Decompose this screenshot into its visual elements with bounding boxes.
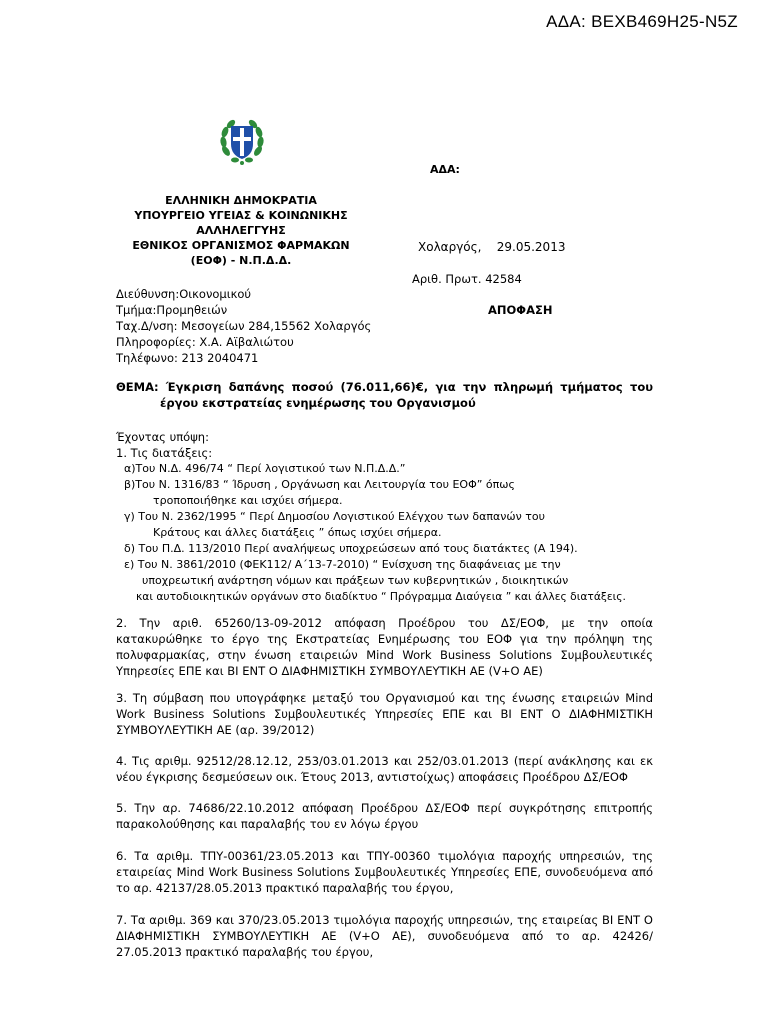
paragraph-7 — [116, 912, 653, 960]
provision-item: ε) Του Ν. 3861/2010 (ΦΕΚ112/ Α΄13-7-2010) “ Ενίσχυση της διαφάνειας με την — [124, 558, 561, 571]
greek-coat-of-arms-icon — [219, 117, 265, 167]
considering-block — [116, 429, 212, 461]
paragraph-line: νέου έγκρισης δεσμεύσεων οικ. Έτους 2013, αντιστοίχως) αποφάσεις Προέδρου ΔΣ/ΕΟΦ — [116, 770, 628, 784]
paragraph-line: εταιρείας Mind Work Business Solutions Συμβουλευτικές Υπηρεσίες ΕΠΕ, συνοδευόμενα από — [116, 865, 653, 879]
paragraph-line: 2. Την αριθ. 65260/13-09-2012 απόφαση Προέδρου του ΔΣ/ΕΟΦ, με την οποία — [116, 616, 653, 630]
department-line: Τηλέφωνο: 213 2040471 — [116, 351, 259, 365]
paragraph-line: ΣΥΜΒΟΥΛΕΥΤΙΚΗ ΑΕ (αρ. 39/2012) — [116, 723, 315, 737]
department-line: Διεύθυνση:Οικονομικού — [116, 287, 252, 301]
paragraph-6 — [116, 848, 653, 896]
paragraph-line: 4. Τις αριθμ. 92512/28.12.12, 253/03.01.2013 και 252/03.01.2013 (περί ανάκλησης και εκ — [116, 754, 653, 768]
considering-line: Έχοντας υπόψη: — [116, 430, 209, 444]
provision-item: γ) Του Ν. 2362/1995 “ Περί Δημοσίου Λογιστικού Ελέγχου των δαπανών του — [124, 510, 545, 523]
paragraph-line: πολυφαρμακίας, στην ένωση εταιρειών Mind Work Business Solutions Συμβουλευτικές — [116, 648, 653, 662]
subject-line: έργου εκστρατείας ενημέρωσης του Οργανισμού — [160, 396, 476, 410]
paragraph-line: 5. Την αρ. 74686/22.10.2012 απόφαση Προέδρου ΔΣ/ΕΟΦ περί συγκρότησης επιτροπής — [116, 801, 653, 815]
paragraph-line: το αρ. 42137/28.05.2013 πρακτικό παραλαβής του έργου, — [116, 881, 454, 895]
issuer-line: ΕΛΛΗΝΙΚΗ ΔΗΜΟΚΡΑΤΙΑ — [165, 194, 317, 207]
paragraph-line: ΔΙΑΦΗΜΙΣΤΙΚΗ ΣΥΜΒΟΥΛΕΥΤΙΚΗ ΑΕ (V+O AE), συνοδευόμενα από το αρ. 42426/ — [116, 929, 653, 943]
provision-item: α)Του Ν.Δ. 496/74 “ Περί λογιστικού των Ν.Π.Δ.Δ.” — [124, 462, 406, 475]
provision-item: δ) Του Π.Δ. 113/2010 Περί αναλήψεως υποχρεώσεων από τους διατάκτες (Α 194). — [124, 542, 578, 555]
issuer-block — [116, 193, 366, 268]
paragraph-line: 3. Τη σύμβαση που υπογράφηκε μεταξύ του Οργανισμού και της ένωσης εταιρειών Mind — [116, 691, 653, 705]
considering-line: 1. Τις διατάξεις: — [116, 446, 213, 460]
provision-item: και αυτοδιοικητικών οργάνων στο διαδίκτυο “ Πρόγραμμα Διαύγεια ” και άλλες διατάξεις. — [136, 590, 626, 603]
provision-item: β)Του Ν. 1316/83 “ Ίδρυση , Οργάνωση και Λειτουργία του ΕΟΦ” όπως — [124, 478, 515, 491]
paragraph-4 — [116, 753, 653, 785]
decision-title: ΑΠΟΦΑΣΗ — [488, 303, 553, 317]
place-date: Χολαργός, 29.05.2013 — [418, 240, 566, 254]
issuer-line: ΥΠΟΥΡΓΕΙΟ ΥΓΕΙΑΣ & ΚΟΙΝΩΝΙΚΗΣ — [134, 209, 348, 222]
subject-block — [116, 379, 653, 411]
paragraph-line: παρακολούθησης και παραλαβής του εν λόγω έργου — [116, 817, 419, 831]
paragraph-line: 7. Τα αριθμ. 369 και 370/23.05.2013 τιμολόγια παροχής υπηρεσιών, της εταιρείας ΒΙ ΕΝΤ Ο — [116, 913, 653, 927]
paragraph-5 — [116, 800, 653, 832]
issuer-line: ΑΛΛΗΛΕΓΓΥΗΣ — [196, 224, 286, 237]
paragraph-line: 6. Τα αριθμ. ΤΠΥ-00361/23.05.2013 και ΤΠΥ-00360 τιμολόγια παροχής υπηρεσιών, της — [116, 849, 653, 863]
paragraph-3 — [116, 690, 653, 738]
paragraph-line: Υπηρεσίες ΕΠΕ και ΒΙ ΕΝΤ Ο ΔΙΑΦΗΜΙΣΤΙΚΗ ΣΥΜΒΟΥΛΕΥΤΙΚΗ ΑΕ (V+O AE) — [116, 664, 543, 678]
department-line: Τμήμα:Προμηθειών — [116, 303, 228, 317]
issuer-line: (ΕΟΦ) - Ν.Π.Δ.Δ. — [190, 254, 292, 267]
ada-label: ΑΔΑ: — [430, 163, 460, 176]
provision-item: τροποποιήθηκε και ισχύει σήμερα. — [153, 494, 343, 507]
paragraph-line: κατακυρώθηκε το έργο της Εκστρατείας Ενημέρωσης του ΕΟΦ για την πρόληψη της — [116, 632, 653, 646]
department-line: Ταχ.Δ/νση: Μεσογείων 284,15562 Χολαργός — [116, 319, 372, 333]
subject-line: ΘΕΜΑ: Έγκριση δαπάνης ποσού (76.011,66)€, για την πληρωμή τμήματος του — [116, 380, 653, 394]
provision-item: υποχρεωτική ανάρτηση νόμων και πράξεων των κυβερνητικών , διοικητικών — [142, 574, 569, 587]
department-block — [116, 286, 371, 366]
issuer-line: ΕΘΝΙΚΟΣ ΟΡΓΑΝΙΣΜΟΣ ΦΑΡΜΑΚΩΝ — [132, 239, 350, 252]
department-line: Πληροφορίες: Χ.Α. Αϊβαλιώτου — [116, 335, 294, 349]
protocol-number: Αριθ. Πρωτ. 42584 — [412, 272, 522, 286]
paragraph-2 — [116, 615, 653, 679]
paragraph-line: 27.05.2013 πρακτικό παραλαβής του έργου, — [116, 945, 374, 959]
provision-item: Κράτους και άλλες διατάξεις ” όπως ισχύει σήμερα. — [153, 526, 442, 539]
ada-code-header: ΑΔΑ: ΒΕΧΒ469Η25-Ν5Ζ — [546, 12, 738, 31]
paragraph-line: Work Business Solutions Συμβουλευτικές Υπηρεσίες ΕΠΕ και ΒΙ ΕΝΤ Ο ΔΙΑΦΗΜΙΣΤΙΚΗ — [116, 707, 653, 721]
